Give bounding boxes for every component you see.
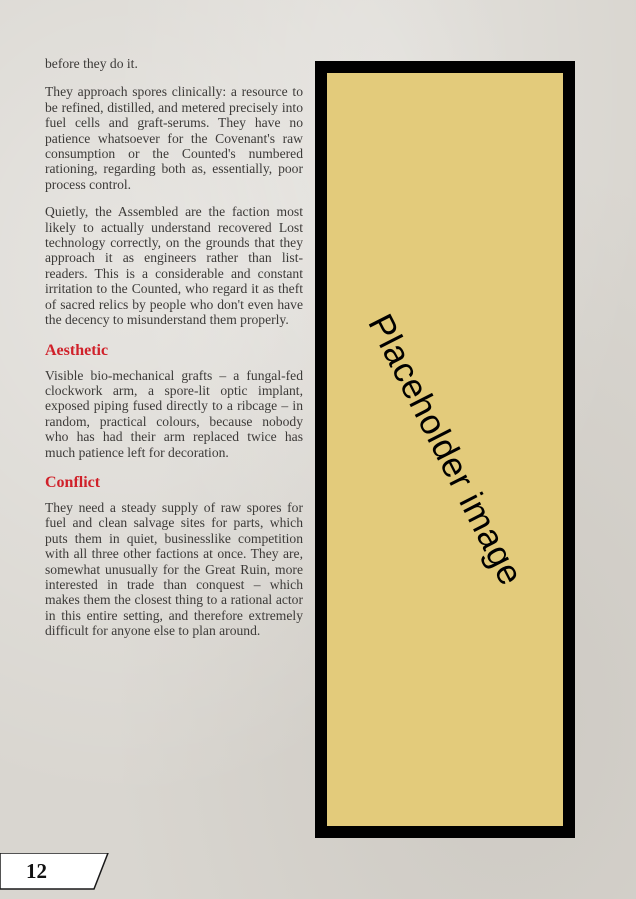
paragraph-2: They approach spores clinically: a resource to be refined, distilled, and metered precisely into fuel cells and graft-serums. They have no patience whatsoever for the Covenant's raw consumption or the Counted's numbered rationing, regarding both as, essentially, poor process control. [45,84,303,192]
paragraph-1: before they do it. [45,56,138,71]
body-text-column [45,56,303,651]
heading-conflict: Conflict [45,473,101,491]
placeholder-image-frame [315,61,575,838]
paragraph-4: Visible bio-mechanical grafts – a fungal-fed clockwork arm, a spore-lit optic implant, exposed piping fused directly to a ribcage – in random, practical colours, because nobody who has had their arm replaced twice has much patience left for decoration. [45,367,303,460]
paragraph-5: They need a steady supply of raw spores for fuel and clean salvage sites for parts, which puts them in quiet, businesslike competition with all three other factions at once. They are, somewhat unusually for the Great Ruin, more interested in trade than conquest – which makes them the closest thing to a rational actor in this entire setting, and therefore extremely difficult for anyone else to plan around. [45,499,303,639]
paragraph-3: Quietly, the Assembled are the faction most likely to actually understand recovered Lost technology correctly, on the grounds that they approach it as engineers rather than list-readers. This is a considerable and constant irritation to the Counted, who regard it as theft of sacred relics by people who don't even have the decency to misunderstand them properly. [45,204,303,328]
heading-aesthetic: Aesthetic [45,341,109,359]
placeholder-image-label: Placeholder image [360,307,531,592]
page-number: 12 [26,859,47,883]
placeholder-image [327,73,563,826]
page-tab-shape [0,853,112,890]
page-number-tab [0,853,112,890]
